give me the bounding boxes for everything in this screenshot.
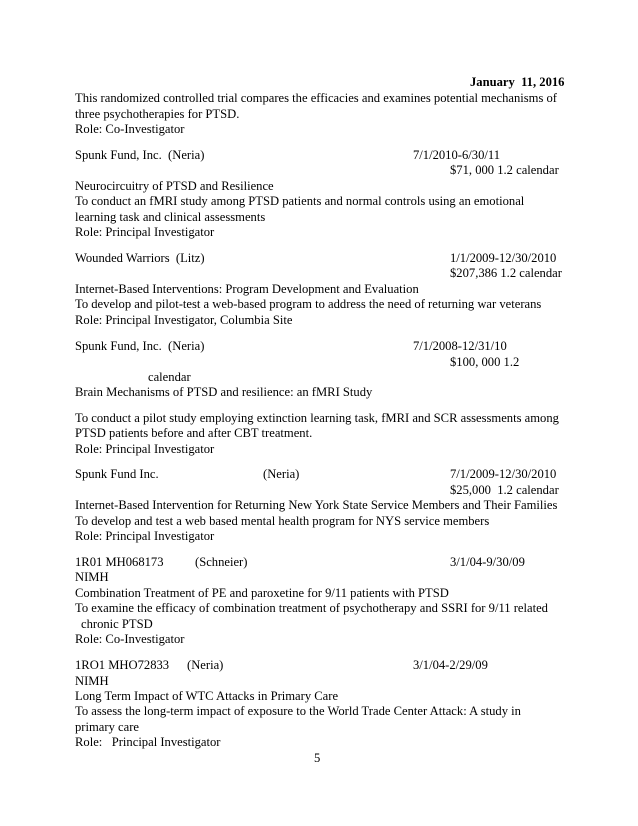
grant-role: Role: Principal Investigator (75, 442, 215, 456)
grant-aim: To assess the long-term impact of exposure to the World Trade Center Attack: A study in (75, 704, 521, 718)
grant-title: Internet-Based Interventions: Program Development and Evaluation (75, 282, 419, 296)
grant-role: Role: Principal Investigator (75, 225, 215, 239)
grant-amount: $25,000 1.2 calendar (450, 483, 559, 497)
grant-role: Role: Principal Investigator (75, 735, 221, 749)
grant-title: Long Term Impact of WTC Attacks in Primary Care (75, 689, 339, 703)
grant-sponsor: 1R01 MH068173 (75, 555, 164, 569)
grant-sponsor: 1RO1 MHO72833 (75, 658, 170, 672)
grant-aim: PTSD patients before and after CBT treatment. (75, 426, 313, 440)
grant-period: 1/1/2009-12/30/2010 (450, 251, 557, 265)
grant-title: Internet-Based Intervention for Returning New York State Service Members and Their Families (75, 498, 558, 512)
grant-amount: $100, 000 1.2 (450, 355, 520, 369)
document-date: January 11, 2016 (470, 75, 565, 89)
grant-role: Role: Principal Investigator, Columbia Site (75, 313, 293, 327)
grant-sponsor: Spunk Fund, Inc. (Neria) (75, 148, 205, 162)
grant-title: Neurocircuitry of PTSD and Resilience (75, 179, 274, 193)
grant-aim: To conduct an fMRI study among PTSD patients and normal controls using an emotional (75, 194, 525, 208)
grant-period: 7/1/2010-6/30/11 (413, 148, 500, 162)
grant-aim: To examine the efficacy of combination treatment of psychotherapy and SSRI for 9/11 related (75, 601, 548, 615)
grant-aim: chronic PTSD (81, 617, 153, 631)
intro-line: This randomized controlled trial compares the efficacies and examines potential mechanisms of (75, 91, 558, 105)
grant-sponsor: Wounded Warriors (Litz) (75, 251, 205, 265)
grant-role: Role: Principal Investigator (75, 529, 215, 543)
intro-role: Role: Co-Investigator (75, 122, 185, 136)
grant-amount-continued: calendar (148, 370, 191, 384)
grant-title: Combination Treatment of PE and paroxetine for 9/11 patients with PTSD (75, 586, 449, 600)
grant-period: 7/1/2008-12/31/10 (413, 339, 507, 353)
grant-agency: NIMH (75, 674, 109, 688)
grant-pi: (Neria) (187, 658, 224, 672)
grant-pi: (Neria) (263, 467, 300, 481)
grant-aim: To develop and test a web based mental health program for NYS service members (75, 514, 490, 528)
intro-line: three psychotherapies for PTSD. (75, 107, 240, 121)
grant-sponsor: Spunk Fund Inc. (75, 467, 159, 481)
grant-period: 3/1/04-9/30/09 (450, 555, 525, 569)
grant-amount: $207,386 1.2 calendar (450, 266, 562, 280)
grant-sponsor: Spunk Fund, Inc. (Neria) (75, 339, 205, 353)
grant-aim: To develop and pilot-test a web-based program to address the need of returning war veterans (75, 297, 542, 311)
grant-aim: To conduct a pilot study employing extinction learning task, fMRI and SCR assessments among (75, 411, 559, 425)
grant-period: 7/1/2009-12/30/2010 (450, 467, 557, 481)
grant-agency: NIMH (75, 570, 109, 584)
grant-period: 3/1/04-2/29/09 (413, 658, 488, 672)
grant-amount: $71, 000 1.2 calendar (450, 163, 559, 177)
grant-aim: learning task and clinical assessments (75, 210, 266, 224)
grant-role: Role: Co-Investigator (75, 632, 185, 646)
page-number: 5 (314, 751, 321, 765)
grant-title: Brain Mechanisms of PTSD and resilience: an fMRI Study (75, 385, 373, 399)
grant-pi: (Schneier) (195, 555, 248, 569)
grant-aim: primary care (75, 720, 139, 734)
